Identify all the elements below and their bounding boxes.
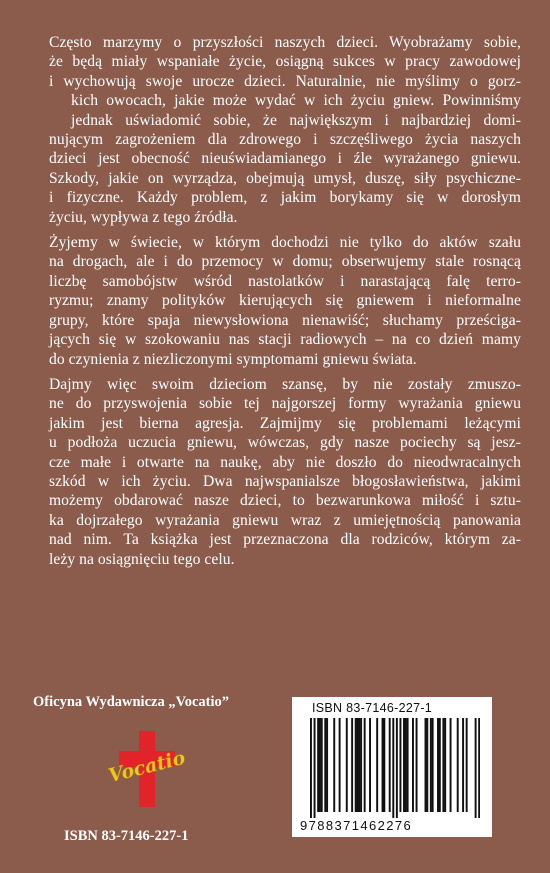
- blurb-line: szkód w ich życiu. Dwa najwspanialsze błogosławieństwa, jakimi: [49, 472, 521, 490]
- barcode-bar: [457, 718, 459, 812]
- barcode-bar: [319, 718, 321, 812]
- barcode-bar: [383, 718, 385, 812]
- blurb-line: dzieci jest obecność nieuświadamianego i źle wyrażanego gniewu.: [49, 150, 521, 168]
- blurb-line: leży na osiągnięciu tego celu.: [49, 550, 235, 568]
- barcode-bar: [403, 718, 405, 812]
- barcode-bar: [426, 718, 428, 812]
- barcode-bar: [462, 718, 464, 812]
- barcode-bar: [333, 718, 335, 812]
- blurb-line: nad nim. Ta książka jest przeznaczona dla rodziców, którym za-: [49, 531, 521, 549]
- barcode-bar: [444, 718, 446, 812]
- logo-text: Vocatio: [106, 746, 188, 788]
- barcode-bar: [339, 718, 341, 812]
- blurb-line: do czynienia z niezliczonymi symptomami gniewu świata.: [49, 350, 417, 368]
- blurb-line: na drogach, ale i do przemocy w domu; obserwujemy stale rosnącą: [49, 253, 521, 271]
- blurb-line: Żyjemy w świecie, w którym dochodzi nie tylko do aktów szału: [49, 234, 521, 252]
- publisher-name: Oficyna Wydawnicza „Vocatio”: [33, 694, 230, 710]
- barcode-label: [292, 697, 492, 837]
- blurb-line: i wychowują swoje urocze dzieci. Naturalnie, nie myślimy o gorz-: [49, 72, 521, 90]
- barcode-bar: [355, 718, 357, 812]
- blurb-paragraph-2: [27, 233, 521, 369]
- blurb-paragraph-1: [27, 33, 521, 227]
- barcode-bar: [475, 718, 477, 818]
- blurb-line: liczbę samobójstw wśród nastolatków i narastającą falę terro-: [49, 272, 521, 290]
- blurb-line: grupy, które spaja niewysłowiona nienawiść; słuchamy prześciga-: [49, 311, 521, 329]
- barcode-bar: [478, 718, 480, 818]
- isbn-text: ISBN 83-7146-227-1: [64, 828, 189, 844]
- barcode-bar: [437, 718, 439, 812]
- blurb-line: ryzmu; znamy polityków kierujących się gniewem i nieformalne: [49, 292, 521, 310]
- barcode-digits: 9788371462276: [300, 818, 413, 833]
- blurb-line: Szkody, jakie on wyrządza, obejmują umysł, duszę, siły psychiczne-: [49, 169, 521, 187]
- barcode-bars: [310, 718, 480, 818]
- barcode-bar: [376, 718, 378, 812]
- barcode-bar: [358, 718, 360, 812]
- barcode-bar: [382, 718, 384, 812]
- barcode-bar: [450, 718, 452, 812]
- barcode-bar: [407, 718, 409, 812]
- barcode-bar: [360, 718, 362, 812]
- blurb-text: [27, 33, 521, 575]
- blurb-line: u podłoża uczucia gniewu, wówczas, gdy nasze pociechy są jesz-: [49, 434, 521, 452]
- barcode-bar: [392, 718, 394, 818]
- blurb-line: życiu, wypływa z tego źródła.: [49, 208, 238, 226]
- blurb-line: ne do przyswojenia sobie tej najgorszej formy wyrażania gniewu: [49, 395, 521, 413]
- barcode-bar: [324, 718, 326, 812]
- barcode-bar: [310, 718, 312, 818]
- barcode-bar: [321, 718, 323, 812]
- barcode-bar: [317, 718, 319, 812]
- barcode-bar: [405, 718, 407, 812]
- blurb-line: jednak uświadomić sobie, że największym i najbardziej domi-: [71, 111, 521, 129]
- red-cross-icon: [104, 725, 190, 811]
- barcode-bar: [364, 718, 366, 812]
- blurb-line: jakim jest bierna agresja. Zajmijmy się problemami leżącymi: [49, 414, 521, 432]
- barcode-bar: [416, 718, 418, 812]
- blurb-line: kich owocach, jakie może wydać w ich życiu gniew. Powinniśmy: [71, 92, 521, 110]
- blurb-paragraph-3: [27, 375, 521, 569]
- barcode-isbn-text: ISBN 83-7146-227-1: [312, 701, 433, 715]
- barcode-bar: [466, 718, 468, 812]
- barcode-bar: [389, 718, 391, 812]
- blurb-line: że będą miały wspaniałe życie, osiągną sukces w pracy zawodowej: [49, 53, 521, 71]
- barcode-bar: [346, 718, 348, 812]
- barcode-bar: [439, 718, 441, 812]
- blurb-line: Dajmy więc swoim dzieciom szansę, by nie zostały zmuszo-: [49, 375, 521, 393]
- blurb-line: Często marzymy o przyszłości naszych dzieci. Wyobrażamy sobie,: [49, 34, 521, 51]
- barcode-bar: [357, 718, 359, 812]
- barcode-bar: [326, 718, 328, 812]
- barcode-bar: [351, 718, 353, 812]
- blurb-line: ka dojrzałego wyrażania gniewu wraz z umiejętnością panowania: [49, 511, 521, 529]
- blurb-line: nującym zagrożeniem dla zdrowego i szczęśliwego życia naszych: [49, 131, 521, 149]
- barcode-bar: [399, 718, 401, 812]
- barcode-bar: [425, 718, 427, 812]
- barcode-bar: [412, 718, 414, 812]
- barcode-bar: [430, 718, 432, 812]
- red-cross-logo: [104, 725, 190, 811]
- barcode-bar: [369, 718, 371, 812]
- barcode-bar: [314, 718, 316, 818]
- barcode-bar: [396, 718, 398, 818]
- blurb-line: i fizyczne. Każdy problem, z jakim borykamy się w dorosłym: [49, 189, 521, 207]
- barcode-bar: [432, 718, 434, 812]
- blurb-line: cze małe i otwarte na naukę, aby nie doszło do nieodwracalnych: [49, 453, 521, 471]
- barcode-bar: [442, 718, 444, 812]
- blurb-line: możemy obdarować nasze dzieci, to bezwarunkowa miłość i sztu-: [49, 492, 521, 510]
- blurb-line: jących się w szokowaniu nas stacji radiowych – na co dzień mamy: [49, 331, 521, 349]
